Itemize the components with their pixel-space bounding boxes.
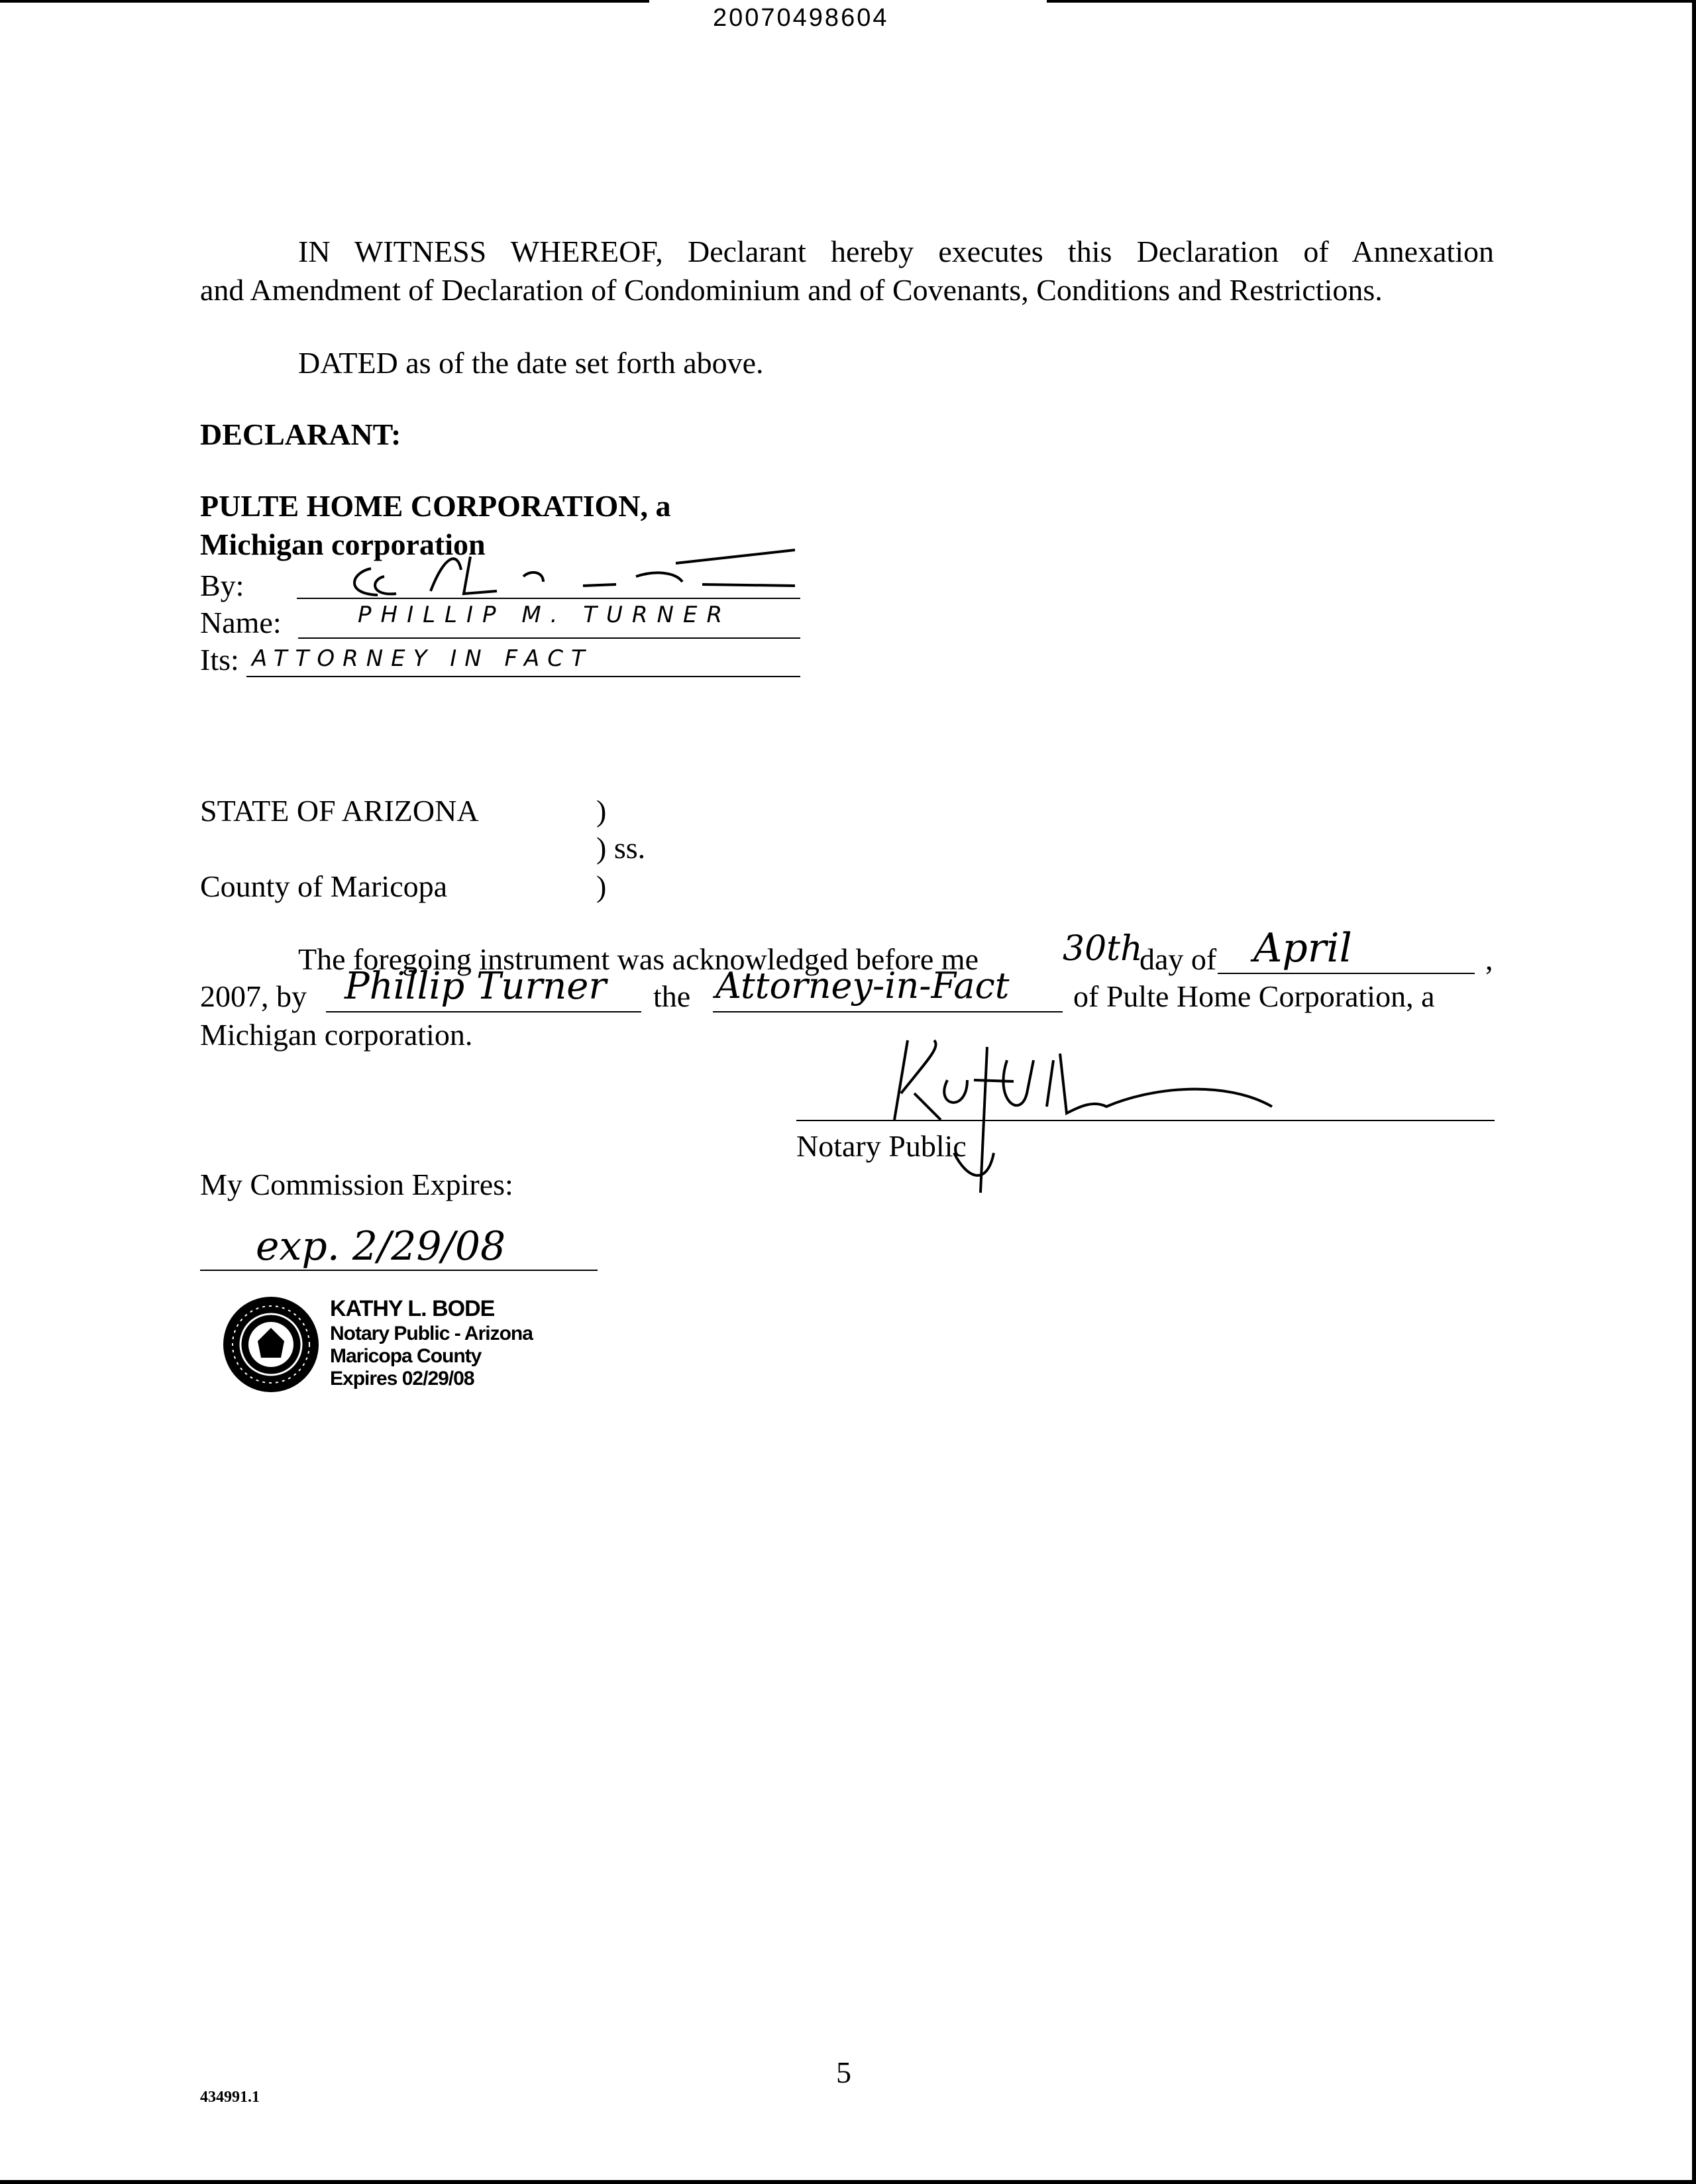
company-name: PULTE HOME CORPORATION, a <box>200 489 671 523</box>
commission-label: My Commission Expires: <box>200 1168 513 1201</box>
notary-public-label: Notary Public <box>796 1129 967 1163</box>
venue-county: County of Maricopa <box>200 869 448 903</box>
ack-comma: , <box>1485 942 1493 976</box>
name-label: Name: <box>200 606 282 639</box>
ack-person-value: Phillip Turner <box>344 965 607 1008</box>
seal-line-4: Expires 02/29/08 <box>330 1368 474 1390</box>
doc-number: 434991.1 <box>200 2089 260 2106</box>
commission-value: exp. 2/29/08 <box>256 1223 506 1270</box>
ack-title-line <box>713 1011 1063 1012</box>
ack-person-line <box>326 1011 641 1012</box>
right-edge-rule <box>1692 0 1696 2184</box>
ack-day-value: 30th <box>1063 929 1143 969</box>
declarant-signature-image <box>331 530 808 603</box>
seal-line-2: Notary Public - Arizona <box>330 1323 533 1344</box>
notary-signature-image <box>855 1020 1318 1199</box>
ack-text-3: 2007, by <box>200 979 307 1013</box>
its-label: Its: <box>200 643 239 677</box>
venue-paren-3: ) <box>596 869 607 903</box>
ack-text-5: of Pulte Home Corporation, a <box>1073 979 1435 1013</box>
ack-title-value: Attorney-in-Fact <box>716 965 1010 1007</box>
name-value: PHILLIP M. TURNER <box>358 602 732 628</box>
header-rule-left <box>0 0 649 3</box>
venue-paren-1: ) <box>596 794 607 828</box>
ack-text-2: day of <box>1140 942 1217 976</box>
page-number: 5 <box>836 2055 851 2089</box>
ack-month-value: April <box>1253 925 1352 971</box>
recording-number: 20070498604 <box>713 4 889 32</box>
name-line <box>298 637 800 639</box>
notary-seal-emblem <box>221 1295 321 1394</box>
witness-line-1: IN WITNESS WHEREOF, Declarant hereby executes this Declaration of Annexation <box>298 235 1494 268</box>
its-line <box>246 676 800 677</box>
ack-text-6: Michigan corporation. <box>200 1018 473 1052</box>
dated-line: DATED as of the date set forth above. <box>298 346 764 380</box>
company-state: Michigan corporation <box>200 527 486 561</box>
notary-signature-line <box>796 1120 1495 1121</box>
its-value: ATTORNEY IN FACT <box>252 645 593 672</box>
ack-month-line <box>1218 973 1475 974</box>
declarant-label: DECLARANT: <box>200 417 401 451</box>
ack-text-1: The foregoing instrument was acknowledged before me <box>298 942 979 976</box>
commission-line <box>200 1270 598 1271</box>
header-rule-right <box>1047 0 1696 3</box>
seal-name: KATHY L. BODE <box>330 1296 495 1321</box>
by-label: By: <box>200 569 244 602</box>
venue-ss: ) ss. <box>596 831 646 865</box>
bottom-rule <box>0 2180 1696 2184</box>
seal-line-3: Maricopa County <box>330 1345 482 1367</box>
venue-state: STATE OF ARIZONA <box>200 794 479 828</box>
witness-line-2: and Amendment of Declaration of Condominium and of Covenants, Conditions and Restrictions. <box>200 273 1383 307</box>
ack-text-4: the <box>653 979 691 1013</box>
